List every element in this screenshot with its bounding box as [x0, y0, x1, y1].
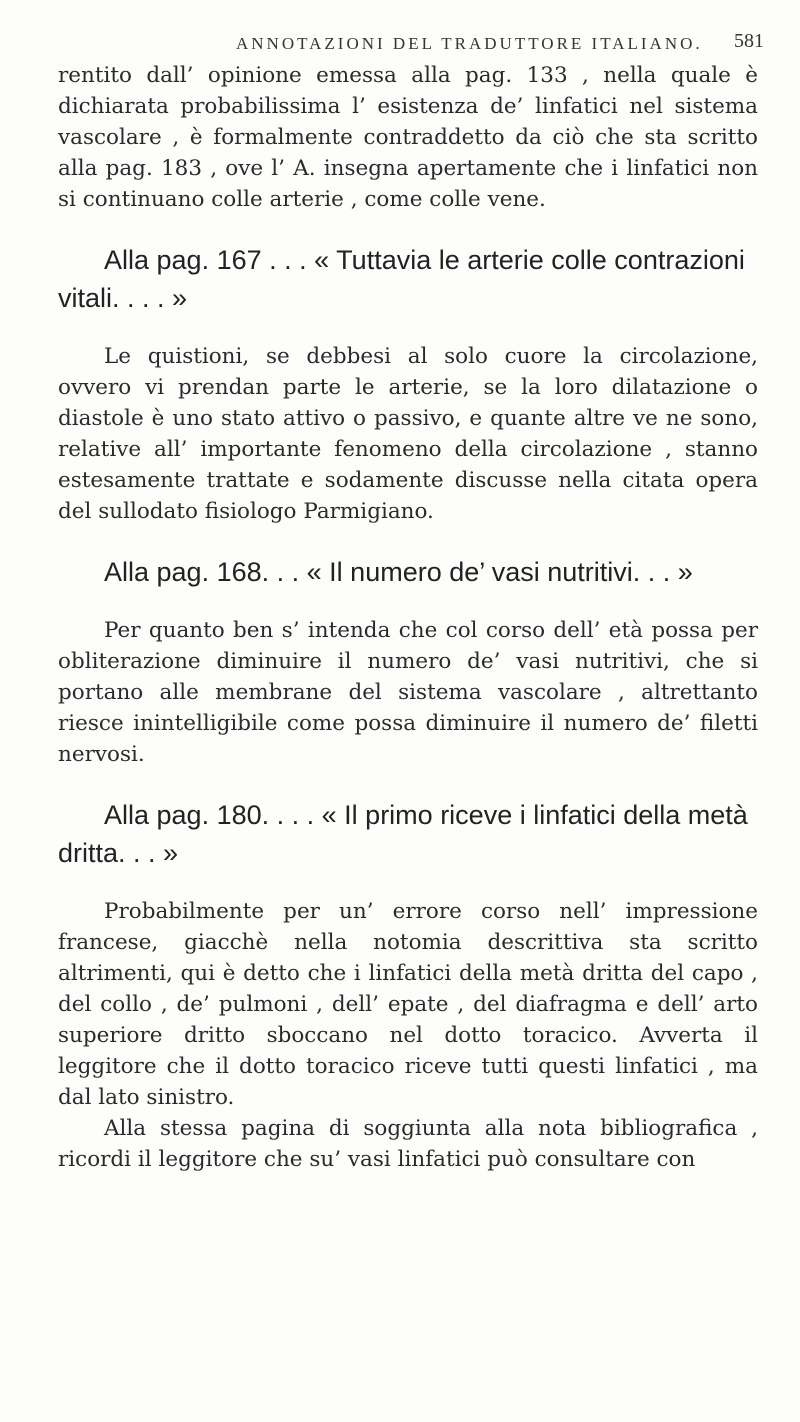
quoted-phrase: « Il numero de’ vasi nutritivi. . . »: [306, 557, 693, 587]
page-number: 581: [734, 30, 764, 52]
annotation-heading-168: [58, 553, 758, 591]
body-text: [58, 60, 758, 1201]
annotation-heading-180: [58, 796, 758, 872]
running-title: ANNOTAZIONI DEL TRADUTTORE ITALIANO.: [236, 34, 703, 53]
quoted-phrase: « Il primo riceve i linfatici della metà dritta. . . »: [58, 800, 748, 868]
annotation-paragraph-168: Per quanto ben s’ intenda che col corso dell’ età possa per obliterazione diminuire il numero de’ vasi nutritivi, che si portano alle membrane del sistema vascolare , altrettanto riesce inintelligibile come possa diminuire il numero de’ filetti nervosi.: [58, 618, 758, 767]
annotation-paragraph-180: Probabilmente per un’ errore corso nell’ impressione francese, giacchè nella notomia descrittiva sta scritto altrimenti, qui è detto che i linfatici della metà dritta del capo , del collo , de’ pulmoni , dell’ epate , del diafragma e dell’ arto superiore dritto sboccano nel dotto toracico. Avverta il leggitore che il dotto toracico riceve tutti questi linfatici , ma dal lato sinistro.: [58, 899, 758, 1110]
page-reference: Alla pag. 167 . . .: [104, 245, 307, 275]
paragraph-continuation: rentito dall’ opinione emessa alla pag. 133 , nella quale è dichiarata probabilissima l’ esistenza de’ linfatici nel sistema vascolare , è formalmente contraddetto da ciò che sta scritto alla pag. 183 , ove l’ A. insegna apertamente che i linfatici non si continuano colle arterie , come colle vene.: [58, 63, 758, 212]
annotation-paragraph-167: Le quistioni, se debbesi al solo cuore la circolazione, ovvero vi prendan parte le arterie, se la loro dilatazione o diastole è uno stato attivo o passivo, e quante altre ve ne sono, relative all’ importante fenomeno della circolazione , stanno estesamente trattate e sodamente discusse nella citata opera del sullodato fisiologo Parmigiano.: [58, 344, 758, 524]
page-reference: Alla pag. 180. . . .: [104, 800, 315, 830]
annotation-heading-167: [58, 241, 758, 317]
annotation-paragraph-bibliography: Alla stessa pagina di soggiunta alla nota bibliografica , ricordi il leggitore che su’ vasi linfatici può consultare con: [58, 1116, 758, 1172]
quoted-phrase: « Tuttavia le arterie colle contrazioni vitali. . . . »: [58, 245, 745, 313]
page-reference: Alla pag. 168. . .: [104, 557, 300, 587]
